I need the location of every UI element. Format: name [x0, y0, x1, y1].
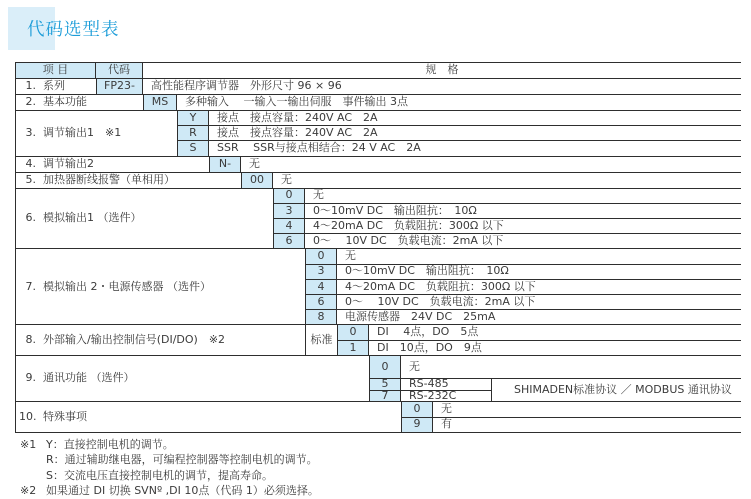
band-analog-output-1-label [16, 189, 273, 249]
band-control-output-1 [16, 111, 741, 157]
row-label: 调节输出1 ※1 [43, 125, 122, 139]
code-cell: 00 [241, 173, 273, 188]
table-row [305, 264, 741, 279]
code-cell: 5 [369, 379, 401, 389]
spec-cell: 无 [409, 359, 420, 373]
footnotes [20, 437, 319, 498]
band-basic-function-label [16, 95, 143, 110]
code-cell: FP23- [96, 79, 143, 94]
footnote-mark: ※2 [20, 483, 37, 497]
spec-cell: 0～ 10V DC 负载电流：2mA 以下 [313, 234, 504, 248]
band-heater-break-alarm [16, 173, 741, 189]
code-cell: 1 [337, 341, 369, 355]
footnote-2 [20, 483, 319, 498]
spec-cell: 4～20mA DC 负载阻抗：300Ω 以下 [345, 279, 536, 293]
spec-cell: 无 [441, 401, 452, 415]
standard-cell: 标准 [305, 325, 337, 355]
spec-cell: 0～10mV DC 输出阻抗： 10Ω [345, 264, 509, 278]
footnote-mark: ※1 [20, 438, 37, 451]
code-cell: 9 [401, 418, 433, 432]
row-number: 2. [25, 95, 36, 109]
header-spec: 规 格 [425, 63, 459, 77]
band-basic-function [16, 95, 741, 111]
code-cell: 4 [305, 280, 337, 294]
row-label: 特殊事项 [43, 409, 87, 423]
row-number: 7. [25, 279, 36, 293]
row-number: 10. [19, 409, 37, 423]
table-row [273, 189, 741, 203]
code-cell: 7 [369, 391, 401, 401]
code-cell: 6 [273, 234, 305, 248]
code-cell: R [177, 126, 209, 140]
band-communication [16, 356, 741, 402]
row-number: 8. [25, 332, 36, 346]
table-row [305, 249, 741, 263]
code-cell: 0 [401, 402, 433, 416]
row-label: 加热器断线报警（单相用） [43, 172, 175, 186]
table-row [401, 417, 741, 432]
spec-cell: 4～20mA DC 负载阻抗：300Ω 以下 [313, 218, 504, 232]
table-row [305, 279, 741, 294]
header-item: 项 目 [16, 63, 96, 78]
protocol-cell: SHIMADEN标准协议 ／ MODBUS 通讯协议 [491, 379, 741, 401]
table-header-row [16, 63, 741, 79]
spec-cell: DI 4点，DO 5点 [377, 325, 479, 339]
code-cell: 0 [337, 325, 369, 339]
band-analog-output-2 [16, 249, 741, 325]
code-cell: N- [209, 157, 241, 172]
spec-cell: RS-232C [409, 388, 457, 402]
code-cell: 3 [305, 265, 337, 279]
code-cell: 3 [273, 204, 305, 218]
footnote-mark [20, 468, 46, 483]
row-label: 系列 [43, 79, 65, 93]
spec-cell: 电源传感器 24V DC 25mA [345, 309, 496, 323]
table-row [177, 125, 741, 140]
spec-cell: 高性能程序调节器 外形尺寸 96 × 96 [151, 79, 342, 93]
table-row [337, 340, 741, 355]
spec-cell: 接点 接点容量：240V AC 2A [217, 110, 378, 124]
code-cell: MS [143, 95, 177, 110]
table-row [273, 203, 741, 218]
footnote-text: Y：直接控制电机的调节。 [46, 438, 174, 451]
band-di-do-signal [16, 325, 741, 356]
spec-cell: RS-485 [409, 377, 449, 391]
row-number: 1. [25, 79, 36, 93]
spec-cell: 无 [313, 188, 324, 202]
row-number: 6. [25, 211, 36, 225]
band-analog-output-1 [16, 189, 741, 250]
page-title: 代码选型表 [27, 20, 120, 40]
table-row [401, 402, 741, 416]
footnote-1-s [20, 468, 319, 483]
table-row [177, 111, 741, 125]
row-label: 模拟输出 2・电源传感器 （选件） [43, 279, 211, 293]
code-cell: S [177, 141, 209, 155]
table-row [305, 309, 741, 324]
band-di-do-signal-label [16, 325, 305, 355]
footnote-text: R：通过辅助继电器，可编程控制器等控制电机的调节。 [46, 453, 318, 467]
spec-cell: 多种输入 一输入一输出伺服 事件输出 3点 [185, 95, 408, 109]
spec-cell: 无 [281, 172, 292, 186]
footnote-1 [20, 437, 319, 452]
code-cell: 0 [305, 249, 337, 263]
band-control-output-2 [16, 157, 741, 173]
spec-cell: 0～ 10V DC 负载电流：2mA 以下 [345, 294, 536, 308]
row-number: 4. [25, 156, 36, 170]
table-row [177, 140, 741, 155]
code-cell: 0 [369, 356, 401, 378]
band-special-items-label [16, 402, 401, 432]
band-communication-label [16, 356, 369, 401]
row-number: 5. [25, 172, 36, 186]
spec-cell: 接点 接点容量：240V AC 2A [217, 125, 378, 139]
code-cell: Y [177, 111, 209, 125]
band-analog-output-2-label [16, 249, 305, 324]
spec-cell: 无 [249, 156, 260, 170]
table-row [273, 233, 741, 248]
spec-cell: 有 [441, 417, 452, 431]
spec-cell: DI 10点，DO 9点 [377, 340, 482, 354]
table-row [369, 356, 741, 378]
code-cell: 6 [305, 295, 337, 309]
table-row [337, 325, 741, 339]
code-selection-table [15, 62, 741, 433]
band-control-output-1-label [16, 111, 177, 156]
row-number: 9. [25, 371, 36, 385]
spec-cell: 0～10mV DC 输出阻抗： 10Ω [313, 203, 477, 217]
code-cell: 0 [273, 189, 305, 203]
row-label: 通讯功能 （选件） [43, 371, 135, 385]
band-special-items [16, 402, 741, 433]
footnote-text: 如果通过 DI 切换 SVNº ,DI 10点（代码 1）必须选择。 [46, 483, 319, 497]
spec-cell: 无 [345, 249, 356, 263]
code-cell: 8 [305, 310, 337, 324]
band-series-label [16, 79, 96, 94]
footnote-1-r [20, 452, 319, 467]
row-number: 3. [25, 125, 36, 139]
row-label: 模拟输出1 （选件） [43, 211, 142, 225]
table-row [273, 218, 741, 233]
row-label: 调节输出2 [43, 156, 94, 170]
row-label: 基本功能 [43, 95, 87, 109]
footnote-text: S：交流电压直接控制电机的调节，提高寿命。 [46, 468, 273, 482]
table-row [369, 390, 491, 401]
band-heater-break-alarm-label [16, 173, 241, 188]
code-cell: 4 [273, 219, 305, 233]
header-code: 代码 [96, 63, 143, 78]
spec-cell: SSR SSR与接点相结合：24 V AC 2A [217, 141, 421, 155]
band-series [16, 79, 741, 95]
comm-options [369, 378, 741, 401]
band-control-output-2-label [16, 157, 209, 172]
footnote-mark [20, 452, 46, 467]
table-row [305, 294, 741, 309]
row-label: 外部输入/输出控制信号(DI/DO) ※2 [43, 332, 226, 346]
